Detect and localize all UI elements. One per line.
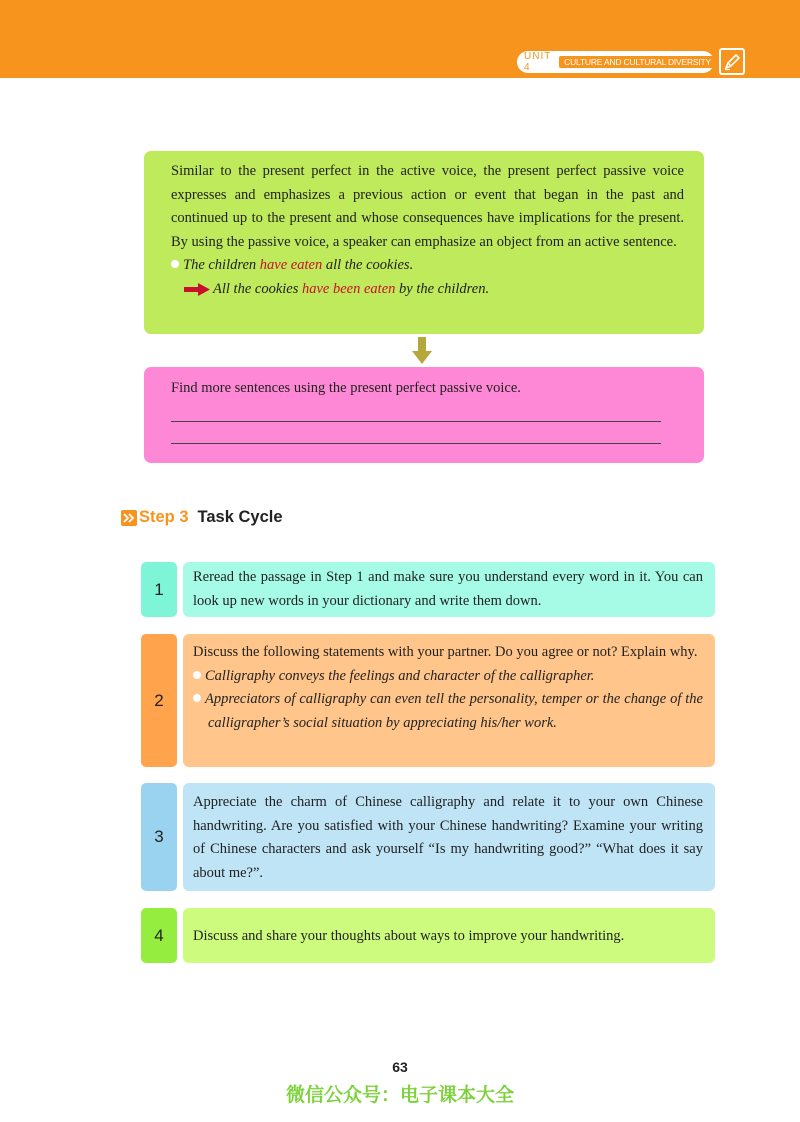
answer-blank-line[interactable] <box>171 400 661 422</box>
example-active-after: all the cookies. <box>322 257 414 273</box>
unit-title: CULTURE AND CULTURAL DIVERSITY <box>559 56 716 68</box>
task-bullet-item <box>193 665 703 689</box>
grammar-explanation-box <box>144 151 704 334</box>
task-text: Discuss and share your thoughts about ways to improve your handwriting. <box>193 928 625 944</box>
task-item <box>183 634 715 767</box>
example-active-before: The children <box>183 257 260 273</box>
grammar-paragraph: Similar to the present perfect in the active voice, the present perfect passive voice expresses and emphasizes a previous action or event that began in the past and continued up to the present and whose consequences have implications for the present. By using the passive voice, a speaker can emphasize an object from an active sentence. <box>171 163 684 250</box>
unit-badge <box>517 51 714 73</box>
task-number-badge: 2 <box>141 634 177 767</box>
example-passive-after: by the children. <box>395 280 490 297</box>
task-number-badge: 1 <box>141 562 177 617</box>
task-number-badge: 4 <box>141 908 177 963</box>
task-bullet-text: Calligraphy conveys the feelings and character of the calligrapher. <box>205 667 595 684</box>
step-title: Task Cycle <box>197 508 283 526</box>
down-arrow-icon <box>412 337 432 365</box>
example-active-highlight: have eaten <box>259 257 323 273</box>
example-active-sentence <box>171 254 684 278</box>
watermark-text: 微信公众号：电子课本大全 <box>285 1084 514 1106</box>
step-number: Step 3 <box>139 508 189 526</box>
task-text: Discuss the following statements with your partner. Do you agree or not? Explain why. <box>193 644 698 660</box>
practice-prompt: Find more sentences using the present perfect passive voice. <box>171 380 521 396</box>
bullet-icon <box>171 260 179 268</box>
task-number-badge: 3 <box>141 783 177 891</box>
practice-box <box>144 367 704 463</box>
pen-writing-icon <box>719 48 745 75</box>
task-text: Reread the passage in Step 1 and make sure you understand every word in it. You can look up new words in your dictionary and write them down. <box>193 569 703 609</box>
task-bullet-item <box>193 688 703 735</box>
unit-label: UNIT 4 <box>524 51 552 73</box>
task-item <box>183 908 715 963</box>
task-item <box>183 783 715 891</box>
step-heading <box>121 508 283 527</box>
answer-blank-line[interactable] <box>171 422 661 444</box>
task-bullet-text: Appreciators of calligraphy can even tell the personality, temper or the change of the calligrapher’s social situation by appreciating his/her work. <box>205 691 703 731</box>
bullet-icon <box>193 671 201 679</box>
bullet-icon <box>193 694 201 702</box>
example-passive-before: All the cookies <box>213 280 302 297</box>
right-arrow-icon <box>184 283 210 296</box>
header-band <box>0 0 800 78</box>
example-passive-highlight: have been eaten <box>301 280 396 297</box>
task-item <box>183 562 715 617</box>
example-passive-sentence <box>171 278 684 302</box>
double-chevron-icon <box>121 510 137 526</box>
page-number: 63 <box>392 1059 408 1075</box>
task-text: Appreciate the charm of Chinese calligraphy and relate it to your own Chinese handwriting. Are you satisfied with your Chinese handwriting? Examine your writing of Chinese characters and ask yourself “Is my handwriting good?” “What does it say about me?”. <box>193 794 703 881</box>
